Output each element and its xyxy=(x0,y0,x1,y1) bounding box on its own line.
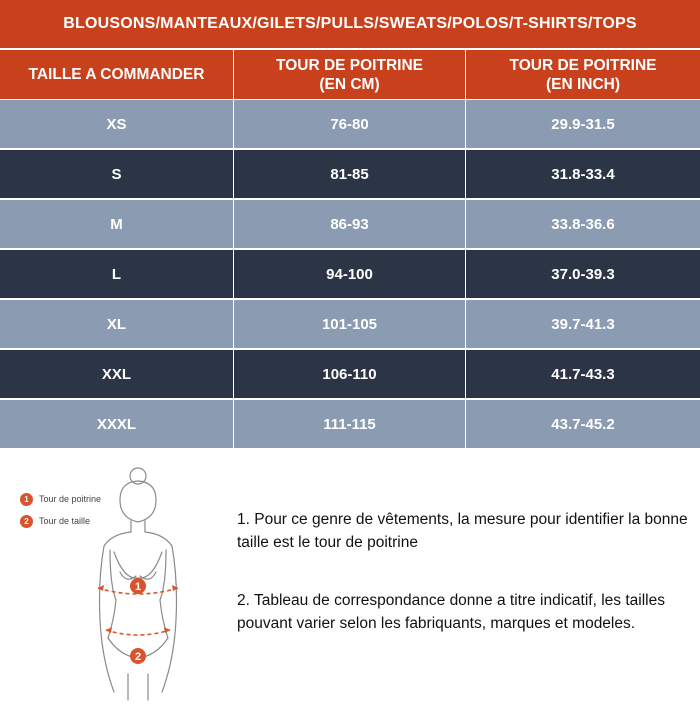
cell-inch: 39.7-41.3 xyxy=(551,315,615,333)
cell-size: XS xyxy=(106,115,127,133)
figure-marker-1: 1 xyxy=(134,581,142,593)
cell-cm: 94-100 xyxy=(326,265,373,283)
table-row xyxy=(0,100,700,148)
cell-cm: 111-115 xyxy=(323,415,376,433)
cell-inch: 37.0-39.3 xyxy=(551,265,615,283)
cell-size: L xyxy=(111,265,122,283)
table-row xyxy=(0,150,700,198)
cell-size: XXXL xyxy=(96,415,137,433)
cell-inch: 41.7-43.3 xyxy=(551,365,615,383)
cell-inch: 33.8-36.6 xyxy=(551,215,615,233)
header-size xyxy=(0,50,233,99)
cell-size: S xyxy=(111,165,122,183)
header-cm-line2: (EN CM) xyxy=(319,75,380,93)
cell-cm: 81-85 xyxy=(330,165,369,183)
cell-cm: 86-93 xyxy=(330,215,369,233)
header-size-label: TAILLE A COMMANDER xyxy=(28,66,205,83)
legend-label: Tour de taille xyxy=(39,516,91,526)
header-inch-line2: (EN INCH) xyxy=(545,75,621,93)
header-cm xyxy=(234,50,465,99)
body-illustration xyxy=(80,460,210,704)
note-2: 2. Tableau de correspondance donne a titre indicatif, les tailles pouvant varier selon les fabriquants, marques et modeles. xyxy=(237,592,665,632)
figure-marker-2: 2 xyxy=(134,651,142,663)
table-row xyxy=(0,250,700,298)
table-row xyxy=(0,350,700,398)
table-title: BLOUSONS/MANTEAUX/GILETS/PULLS/SWEATS/POLOS/T-SHIRTS/TOPS xyxy=(0,0,700,48)
header-inch-line1: TOUR DE POITRINE xyxy=(509,56,657,74)
header-divider xyxy=(465,50,466,99)
cell-cm: 106-110 xyxy=(322,365,377,383)
table-header xyxy=(0,50,700,99)
header-divider xyxy=(233,50,234,99)
cell-size: XXL xyxy=(101,365,132,383)
cell-cm: 76-80 xyxy=(330,115,369,133)
number-badge: 2 xyxy=(20,515,33,528)
cell-size: XL xyxy=(106,315,127,333)
legend-label: Tour de poitrine xyxy=(39,494,102,504)
header-cm-line1: TOUR DE POITRINE xyxy=(276,56,423,74)
table-row xyxy=(0,400,700,448)
cell-inch: 43.7-45.2 xyxy=(551,415,615,433)
table-row xyxy=(0,300,700,348)
cell-cm: 101-105 xyxy=(321,315,378,333)
cell-inch: 29.9-31.5 xyxy=(551,115,615,133)
cell-inch: 31.8-33.4 xyxy=(551,165,615,183)
header-inch xyxy=(466,50,700,99)
cell-size: M xyxy=(110,215,123,233)
notes xyxy=(237,508,697,670)
note-1: 1. Pour ce genre de vêtements, la mesure pour identifier la bonne taille est le tour de poitrine xyxy=(237,511,688,551)
measurement-guide xyxy=(0,448,700,700)
number-badge: 1 xyxy=(20,493,33,506)
table-row xyxy=(0,200,700,248)
